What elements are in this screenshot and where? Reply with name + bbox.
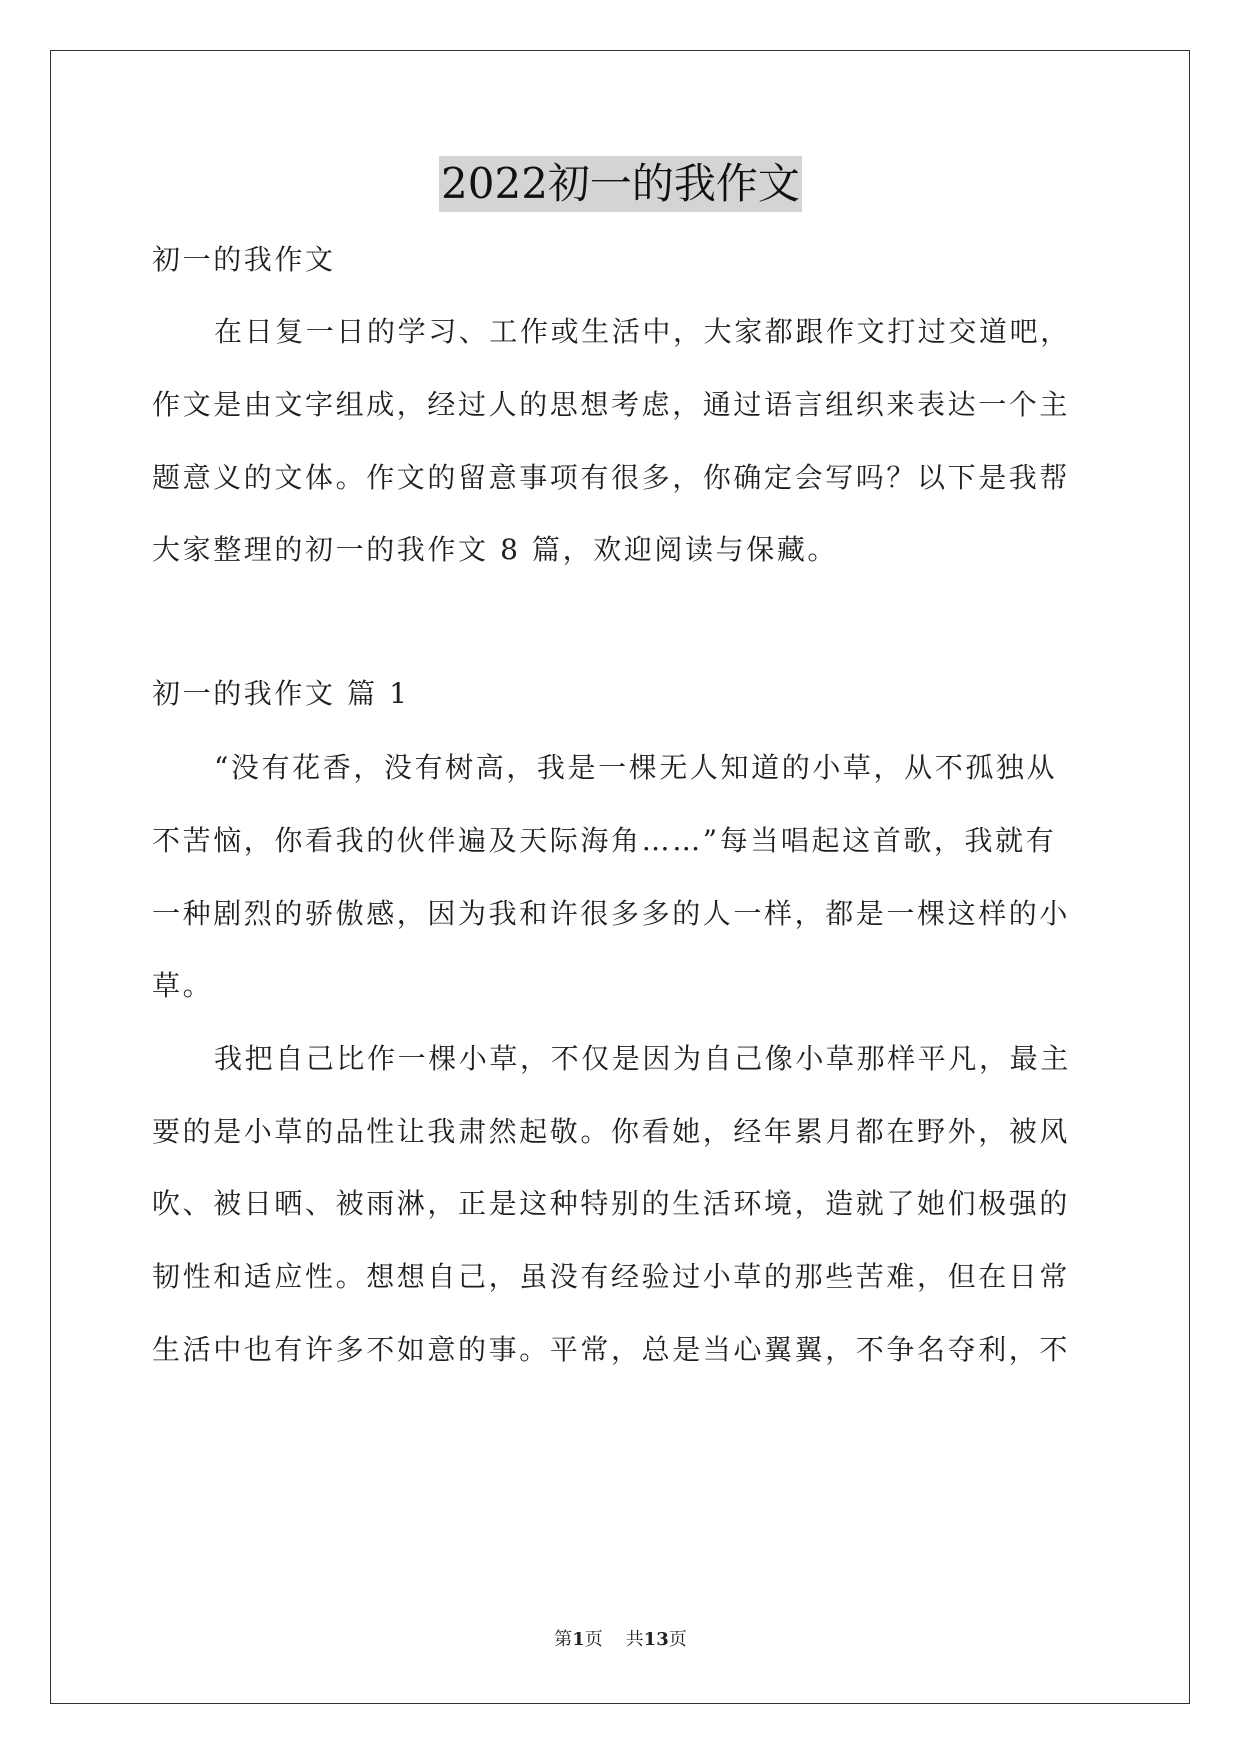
title-container <box>0 156 1241 212</box>
paragraph-line: 生活中也有许多不如意的事。平常，总是当心翼翼，不争名夺利，不 <box>152 1333 1071 1366</box>
paragraph-line: 草。 <box>152 969 214 1002</box>
paragraph-line: 作文是由文字组成，经过人的思想考虑，通过语言组织来表达一个主 <box>152 388 1071 421</box>
page-suffix: 页 <box>668 1629 687 1650</box>
paragraph-line: “没有花香，没有树高，我是一棵无人知道的小草，从不孤独从 <box>214 751 1058 784</box>
paragraph-line: 大家整理的初一的我作文 8 篇，欢迎阅读与保藏。 <box>152 533 839 566</box>
section-heading: 初一的我作文 篇 1 <box>152 677 410 710</box>
paragraph-line: 要的是小草的品性让我肃然起敬。你看她，经年累月都在野外，被风 <box>152 1115 1071 1148</box>
section-heading: 初一的我作文 <box>152 243 336 276</box>
page-number: 1 <box>572 1629 585 1650</box>
paragraph-line: 题意义的文体。作文的留意事项有很多，你确定会写吗？以下是我帮 <box>152 461 1071 494</box>
paragraph-line: 韧性和适应性。想想自己，虽没有经验过小草的那些苦难，但在日常 <box>152 1260 1071 1293</box>
paragraph-line: 我把自己比作一棵小草，不仅是因为自己像小草那样平凡，最主 <box>214 1042 1071 1075</box>
page-prefix: 第 <box>554 1629 573 1650</box>
paragraph-line: 在日复一日的学习、工作或生活中，大家都跟作文打过交道吧， <box>214 315 1071 348</box>
total-pages: 13 <box>643 1629 669 1650</box>
paragraph-line: 吹、被日晒、被雨淋，正是这种特别的生活环境，造就了她们极强的 <box>152 1187 1071 1220</box>
paragraph-line: 不苦恼，你看我的伙伴遍及天际海角……”每当唱起这首歌，我就有 <box>152 824 1057 857</box>
page-footer <box>0 1625 1241 1651</box>
page-border <box>50 50 1190 1704</box>
paragraph-line: 一种剧烈的骄傲感，因为我和许很多多的人一样，都是一棵这样的小 <box>152 897 1071 930</box>
document-title: 2022初一的我作文 <box>439 156 802 212</box>
page-mid: 页 共 <box>584 1629 644 1650</box>
